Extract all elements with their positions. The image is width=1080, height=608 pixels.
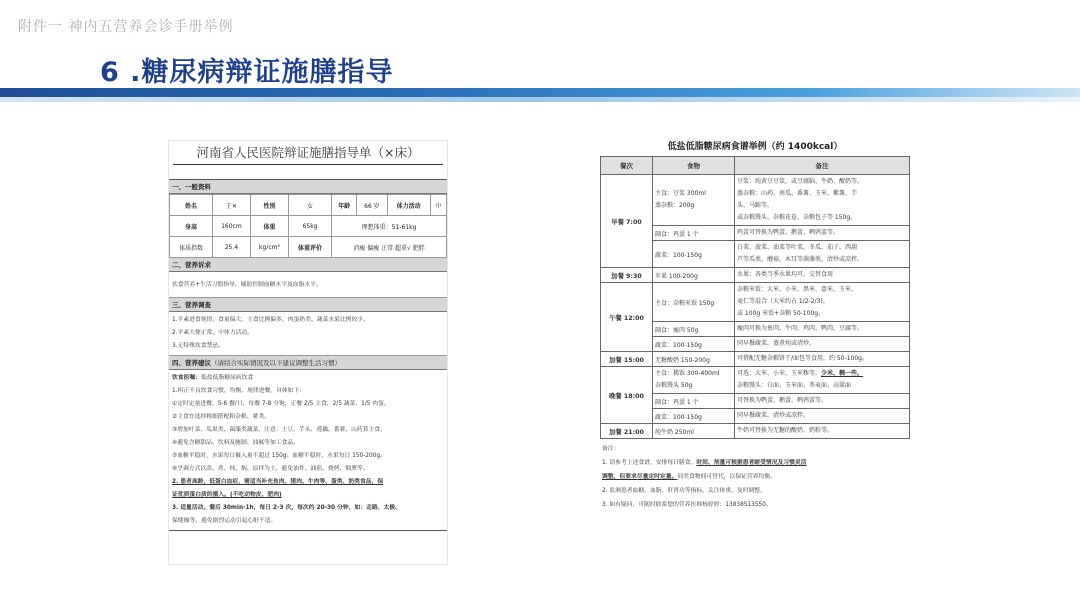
- note-text: 同类食物间可替代，以保证营养均衡。: [677, 474, 776, 480]
- advice-activity-line2: 保健操等，避免剧烈运动引起心脏不适。: [172, 518, 277, 524]
- menu-title: 低盐低脂糖尿病食谱举例（约 1400kcal）: [667, 142, 843, 152]
- food-line: 主食：稀饭 300-400ml: [655, 370, 720, 377]
- height-value: 160cm: [212, 216, 250, 237]
- col-food: 食物: [653, 157, 735, 175]
- weight-eval-options: 消瘦 偏瘦 正常 超重√ 肥胖: [332, 237, 447, 258]
- advice-heading: 四、营养建议: [172, 359, 211, 367]
- breakfast-staple: [653, 175, 735, 226]
- diabetes-menu-example: [600, 140, 910, 570]
- snack3-food: 纯牛奶 250ml: [653, 424, 735, 439]
- note-text: 1. 请参考上述食谱，安排每日膳食。: [602, 460, 697, 466]
- lunch-veg-note: 同早餐蔬菜，蒸煮炖或清炒。: [735, 337, 910, 352]
- dinner-side: 副食：鸡蛋 1 个: [653, 394, 735, 409]
- section-nutrition-demand: 二、营养诉求: [169, 258, 447, 272]
- note-line: 白菜、菠菜、油菜等叶菜，冬瓜、茄子、西葫: [737, 244, 858, 251]
- dinner-staple: [653, 367, 735, 394]
- sheet-title-rule: [173, 164, 443, 165]
- diet-order: [172, 372, 444, 385]
- nutrition-demand-text: [169, 272, 447, 298]
- note-line: 杂粮馒头：白面、玉米面、荞麦面、高粱面: [737, 382, 852, 389]
- snack2-time: 加餐 15:00: [601, 352, 653, 367]
- note-line: 麦仁等混合（大米约占 1/2-2/3)。: [737, 298, 829, 305]
- name-value: 王✕: [212, 195, 250, 216]
- snack2-note: 可搭配无糖杂粮饼干/面包等食用，约 50-100g。: [735, 352, 910, 367]
- breakfast-time: 早餐 7:00: [601, 175, 653, 268]
- survey-line: 3.无特殊饮食禁忌。: [172, 343, 224, 349]
- gender-value: 女: [289, 195, 332, 216]
- activity-value: 中: [430, 195, 446, 216]
- height-label: 身高: [170, 216, 213, 237]
- snack3-note: 牛奶可替换为无糖的酸奶、奶粉等。: [735, 424, 910, 439]
- breakfast-veg-note: [735, 241, 910, 268]
- title-band-dark: [0, 88, 1080, 97]
- notes-label: 备注：: [602, 446, 620, 452]
- general-info-table: [169, 194, 447, 258]
- food-line: 蒸杂粮：200g: [655, 202, 695, 209]
- snack2-food: 无糖酸奶 150-200g: [653, 352, 735, 367]
- lunch-side: 副食：瘦肉 50g: [653, 322, 735, 337]
- note-text: 可选：大米、小米、玉米糁等，: [737, 370, 822, 377]
- snack1-time: 加餐 9:30: [601, 268, 653, 283]
- diet-guidance-sheet: [168, 140, 448, 565]
- diet-order-value: 低盐低脂糖尿病饮食: [201, 375, 254, 381]
- advice-line: ③增加叶菜、瓜果类、菌藻类蔬菜，注意：土豆、芋头、莲藕、番薯、山药算主食。: [172, 427, 386, 433]
- bmi-label: 体质指数: [170, 237, 213, 258]
- page-title: 6 .糖尿病辩证施膳指导: [100, 57, 394, 88]
- gender-label: 性别: [250, 195, 288, 216]
- advice-heading-note: （请结合实际情况及以下建议调整生活习惯）: [211, 359, 341, 367]
- dinner-staple-note: [735, 367, 910, 394]
- nutrition-advice-text: [169, 370, 447, 530]
- note-1b: [602, 470, 910, 484]
- dinner-veg: 蔬菜：100-150g: [653, 409, 735, 424]
- title-band: [0, 88, 1080, 104]
- attachment-note: 附件一 神内五营养会诊手册举例: [18, 19, 234, 35]
- diet-order-label: 饮食医嘱：: [172, 375, 201, 381]
- col-meal: 餐次: [601, 157, 653, 175]
- survey-line: 2.平素大便正常，中体力活动。: [172, 330, 253, 336]
- age-value: 66 岁: [357, 195, 387, 216]
- food-line: 主食：豆浆 300ml: [655, 190, 706, 197]
- note-line: 芦等瓜类，蘑菇、木耳等菌藻类，清炒或凉拌。: [737, 256, 864, 263]
- note-line: 杂粮米饭：大米、小米、黑米、薏米、玉米、: [737, 286, 858, 293]
- lunch-veg: 蔬菜：100-150g: [653, 337, 735, 352]
- breakfast-staple-note: [735, 175, 910, 226]
- note-emphasis: 时间、剂量可根据患者耐受情况及习惯灵活: [696, 460, 807, 466]
- note-line: 头、马蹄等。: [737, 202, 774, 209]
- note-line: 豆浆：纯黄豆豆浆，或豆腐脑、牛奶、酸奶等。: [737, 178, 864, 185]
- advice-line: ①定时定量进餐，5-6 餐/日，每餐 7-8 分饱，正餐 2/5 主食，2/5 蔬菜，1/5 肉蛋。: [172, 401, 390, 407]
- advice-line: 1.纠正不良饮食习惯，均衡、规律进餐，具体如下：: [172, 388, 306, 394]
- food-line: 杂粮馒头 50g: [655, 382, 693, 389]
- advice-protein-line1: 2. 患者高龄，低蛋白血症，需适当补充鱼肉、猪肉、牛肉等、蛋类、奶类食品，保: [172, 479, 384, 485]
- col-note: 备注: [735, 157, 910, 175]
- advice-protein-line2: 证优质蛋白质的摄入。(不吃动物皮、肥肉): [172, 492, 282, 498]
- note-line: 或杂粮馒头、杂粮花卷、杂粮包子等 150g。: [737, 214, 857, 221]
- weight-eval-label: 体重评价: [289, 237, 332, 258]
- ideal-weight: 理想体重：51-61kg: [332, 216, 447, 237]
- breakfast-side: 副食：鸡蛋 1 个: [653, 226, 735, 241]
- advice-line: ⑥烹调方式以蒸、煮、炖、焖、凉拌为主，避免油炸、油煎、烧烤、烟熏等。: [172, 466, 369, 472]
- advice-line: ②主食宜选择粗细搭配粗杂粮、薯类。: [172, 414, 270, 420]
- nutrition-survey-text: [169, 312, 447, 356]
- sheet-title: 河南省人民医院辩证施膳指导单（×床）: [196, 145, 420, 160]
- bmi-unit: kg/cm²: [250, 237, 288, 258]
- dinner-side-note: 可替换为鸭蛋、鹅蛋、鹌鹑蛋等。: [735, 394, 910, 409]
- breakfast-side-note: 鸡蛋可替换为鸭蛋、鹅蛋、鹌鹑蛋等。: [735, 226, 910, 241]
- name-label: 姓名: [170, 195, 213, 216]
- bmi-value: 25.4: [212, 237, 250, 258]
- snack3-time: 加餐 21:00: [601, 424, 653, 439]
- section-nutrition-survey: 三、营养调查: [169, 298, 447, 312]
- advice-activity-text: 3. 适量活动。餐后 30min-1h，每日 2-3 次，每次约 20-30 分钟，如：走路、太极、: [172, 505, 401, 511]
- lunch-staple-note: [735, 283, 910, 322]
- advice-line: ④避免含糖甜品、饮料及腌制、油腻等加工食品。: [172, 440, 299, 446]
- lunch-side-note: 瘦肉可换为鱼肉、牛肉、鸡肉、鸭肉、豆腐等。: [735, 322, 910, 337]
- snack1-note: 水果：各类当季水果均可，交替食用: [735, 268, 910, 283]
- dinner-veg-note: 同早餐蔬菜，清炒或凉拌。: [735, 409, 910, 424]
- title-band-light: [0, 97, 1080, 102]
- snack1-food: 苹果 100-200g: [653, 268, 735, 283]
- note-line: 蒸杂粮：山药、南瓜、番薯、玉米、紫薯、芋: [737, 190, 858, 197]
- note-3: 3. 如有疑问，可随时联系您的营养医师杨婷婷：13838513550。: [602, 502, 772, 508]
- dinner-time: 晚餐 18:00: [601, 367, 653, 424]
- menu-table: [600, 156, 910, 439]
- lunch-staple: 主食：杂粮米饭 150g: [653, 283, 735, 322]
- breakfast-veg: 蔬菜：100-150g: [653, 241, 735, 268]
- section-nutrition-advice: [169, 356, 447, 370]
- menu-notes: [600, 442, 910, 512]
- advice-activity-line1: [172, 502, 444, 515]
- lunch-time: 午餐 12:00: [601, 283, 653, 352]
- note-line: 或 100g 米饭+杂粮 50-100g。: [737, 310, 825, 317]
- demand-line: 饮食营养+生活习惯指导，辅助控制血糖水平及血脂水平。: [172, 282, 322, 288]
- note-1a: [602, 456, 910, 470]
- age-label: 年龄: [332, 195, 357, 216]
- weight-value: 65kg: [289, 216, 332, 237]
- note-line: [737, 368, 907, 380]
- survey-line: 1.平素进食规律，食量偏大，主食比例偏多，肉蛋奶类、蔬菜水果比例较少。: [172, 317, 369, 323]
- advice-line: ⑤血糖平稳时，水果每日摄入量不超过 150g；血糖平稳时，水果每日 150-200g。: [172, 453, 386, 459]
- note-emphasis: 少米、稠一些。: [821, 370, 864, 377]
- activity-label: 体力活动: [387, 195, 430, 216]
- note-emphasis: 调整，但要求尽量定时定量。: [602, 474, 678, 480]
- sheet-body: [169, 179, 447, 531]
- section-general-info: 一、一般资料: [169, 180, 447, 194]
- note-2: 2. 监测患者血糖、血脂、肝肾功等指标，关注体重，及时调整。: [602, 488, 766, 494]
- weight-label: 体重: [250, 216, 288, 237]
